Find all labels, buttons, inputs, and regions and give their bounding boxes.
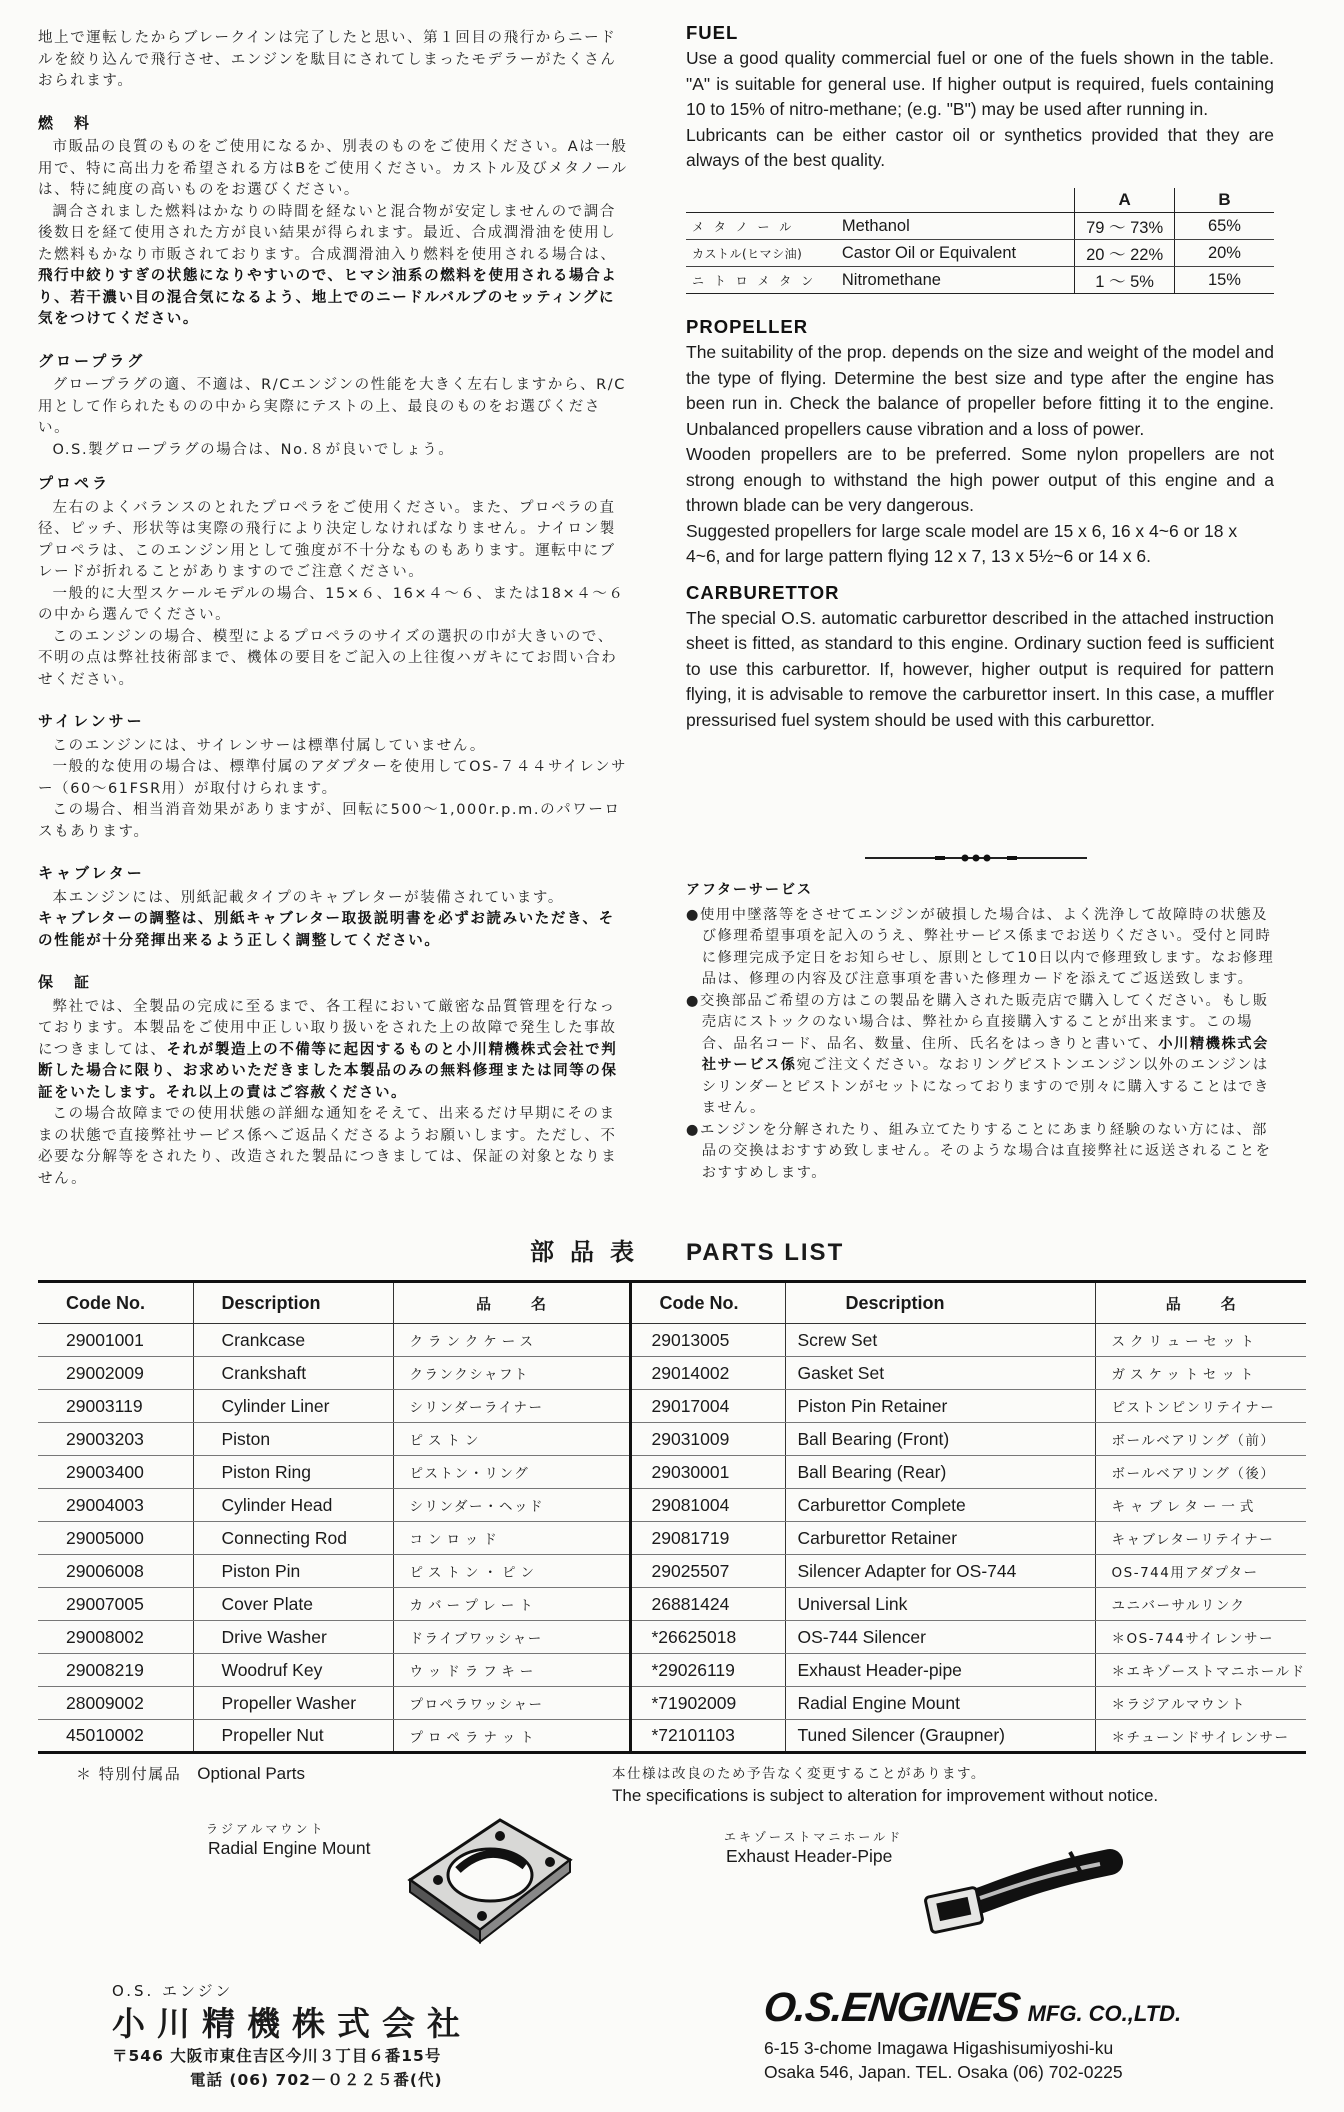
part-description: Piston	[193, 1423, 393, 1456]
carburettor-paragraph-jp: 本エンジンには、別紙記載タイプのキャブレターが装備されています。 キャブレターの調整は、別紙キャブレター取扱説明書を必ずお読みいただき、その性能が十分発揮出来るよう正しく調整してください。	[38, 889, 615, 949]
part-name-jp: キャブレター一式	[1095, 1489, 1306, 1522]
fuel-table	[686, 188, 1274, 295]
part-code: *72101103	[630, 1720, 785, 1753]
fuel-row-b: 65%	[1174, 213, 1274, 240]
fuel-row-b: 15%	[1174, 267, 1274, 294]
fuel-heading-jp: 燃 料	[38, 113, 93, 132]
parts-row	[38, 1390, 1306, 1423]
optional-parts-note	[76, 1763, 305, 1784]
part-description: Cover Plate	[193, 1588, 393, 1621]
warranty-paragraph-2: この場合故障までの使用状態の詳細な通知をそえて、出来るだけ早期にそのままの状態で直接弊社サービス係へご返品くださるようお願いします。ただし、不必要な分解等をされたり、改造された製品につきましては、保証の対象となりません。	[38, 1106, 618, 1187]
part-description: Ball Bearing (Rear)	[785, 1456, 1095, 1489]
part-description: Propeller Washer	[193, 1687, 393, 1720]
part-name-jp: ＊OS-744サイレンサー	[1095, 1621, 1306, 1654]
propeller-heading-jp: プロペラ	[38, 474, 111, 492]
optional-parts-note-jp: ＊ 特別付属品	[76, 1765, 182, 1783]
radial-mount-caption-jp: ラジアルマウント	[206, 1822, 326, 1836]
fuel-row-methanol	[686, 213, 1274, 240]
part-name-jp: コンロッド	[393, 1522, 630, 1555]
brand-suffix: MFG. CO.,LTD.	[1027, 2001, 1182, 2026]
part-name-jp: ピストン・ピン	[393, 1555, 630, 1588]
part-description: Crankshaft	[193, 1357, 393, 1390]
glow-plug-paragraph-1: グロープラグの適、不適は、R/Cエンジンの性能を大きく左右しますから、R/C用として作られたものの中から実際にテストの上、最良のものをお選びください。	[38, 377, 627, 436]
header-desc-2: Description	[785, 1282, 1095, 1324]
part-code: 29014002	[630, 1357, 785, 1390]
after-service-section	[686, 880, 1276, 1184]
part-name-jp: ボールベアリング（後）	[1095, 1456, 1306, 1489]
parts-row	[38, 1324, 1306, 1357]
part-name-jp: ユニバーサルリンク	[1095, 1588, 1306, 1621]
part-name-jp: ＊エキゾーストマニホールド	[1095, 1654, 1306, 1687]
part-description: Cylinder Liner	[193, 1390, 393, 1423]
parts-row	[38, 1423, 1306, 1456]
fuel-row-castor	[686, 240, 1274, 267]
header-jp-1: 品名	[393, 1282, 630, 1324]
part-name-jp: ガスケットセット	[1095, 1357, 1306, 1390]
address-jp: 〒546 大阪市東住吉区今川３丁目６番15号	[112, 2047, 442, 2065]
part-name-jp: ピストンピンリテイナー	[1095, 1390, 1306, 1423]
propeller-paragraph-jp-2: 一般的に大型スケールモデルの場合、15×６、16×４～６、または18×４～６の中から選んでください。	[38, 585, 625, 623]
part-description: Exhaust Header-pipe	[785, 1654, 1095, 1687]
fuel-row-a: 1 ～ 5%	[1075, 267, 1175, 294]
silencer-paragraph-2: 一般的な使用の場合は、標準付属のアダプターを使用してOS-７４４サイレンサー（60～61FSR用）が取付けられます。	[38, 759, 628, 797]
exhaust-pipe-illustration	[920, 1840, 1130, 1940]
parts-row	[38, 1555, 1306, 1588]
part-code: *71902009	[630, 1687, 785, 1720]
part-name-jp: カバープレート	[393, 1588, 630, 1621]
spec-note-en: The specifications is subject to alteration for improvement without notice.	[612, 1786, 1159, 1805]
part-name-jp: プロペラワッシャー	[393, 1687, 630, 1720]
fuel-row-a: 20 ～ 22%	[1075, 240, 1175, 267]
warranty-heading: 保 証	[38, 973, 93, 991]
warranty-paragraph-1: 弊社では、全製品の完成に至るまで、各工程において厳密な品質管理を行なっております。本製品をご使用中正しい取り扱いをされた上の故障で発生した事故につきましては、それが製造上の不備等に起因するものと小川精機株式会社で判断した場合に限り、お求めいただきました本製品のみの無料修理または同等の保証をいたします。それ以上の責はご容赦ください。	[38, 998, 618, 1101]
fuel-paragraph-jp-1: 市販品の良質のものをご使用になるか、別表のものをご使用ください。Aは一般用で、特に高出力を希望される方はBをご使用ください。カストル及びメタノールは、特に純度の高いものをお選びください。	[38, 139, 628, 198]
part-description: Piston Ring	[193, 1456, 393, 1489]
part-code: 29008219	[38, 1654, 193, 1687]
part-description: Tuned Silencer (Graupner)	[785, 1720, 1095, 1753]
part-name-jp: ピストン	[393, 1423, 630, 1456]
company-name-jp: 小川精機株式会社	[112, 2004, 472, 2043]
part-code: 45010002	[38, 1720, 193, 1753]
propeller-paragraph-2: Wooden propellers are to be preferred. Some nylon propellers are not strong enough to withstand the high power output of this engine and a thrown blade can be very dangerous.	[686, 444, 1274, 515]
after-service-item-1: ●使用中墜落等をさせてエンジンが破損した場合は、よく洗浄して故障時の状態及び修理希望事項を記入のうえ、弊社サービス係までお送りください。受付と同時に修理完成予定日をお知らせし、原則として10日以内で修理致します。なお修理品は、修理の内容及び注意事項を書いた修理カードを添えてご返送致します。	[686, 906, 1275, 987]
part-description: Silencer Adapter for OS-744	[785, 1555, 1095, 1588]
fuel-table-header	[686, 188, 1274, 213]
part-name-jp: ウッドラフキー	[393, 1654, 630, 1687]
header-code-1: Code No.	[38, 1282, 193, 1324]
fuel-paragraph-jp-2: 調合されました燃料はかなりの時間を経ないと混合物が安定しませんので調合後数日を経て使用された方が良い結果が得られます。最近、合成潤滑油を使用した燃料もかなり市販されております。合成潤滑油入り燃料を使用される場合は、飛行中絞りすぎの状態になりやすいので、ヒマシ油系の燃料を使用される場合より、若干濃い目の混合気になるよう、地上でのニードルバルブのセッティングに気をつけてください。	[38, 203, 618, 327]
propeller-heading: PROPELLER	[686, 316, 809, 337]
part-code: 29081004	[630, 1489, 785, 1522]
part-description: Ball Bearing (Front)	[785, 1423, 1095, 1456]
silencer-heading: サイレンサー	[38, 712, 145, 730]
part-description: Crankcase	[193, 1324, 393, 1357]
part-code: 29017004	[630, 1390, 785, 1423]
part-name-jp: ＊ラジアルマウント	[1095, 1687, 1306, 1720]
part-name-jp: ボールベアリング（前）	[1095, 1423, 1306, 1456]
exhaust-pipe-caption-jp: エキゾーストマニホールド	[724, 1830, 904, 1844]
intro-paragraph: 地上で運転したからブレークインは完了したと思い、第１回目の飛行からニードルを絞り込んで飛行させ、エンジンを駄目にされてしまったモデラーがたくさんおられます。	[38, 30, 617, 89]
part-code: 29003203	[38, 1423, 193, 1456]
japanese-column	[38, 28, 628, 1190]
propeller-paragraph-jp-3: このエンジンの場合、模型によるプロペラのサイズの選択の巾が大きいので、不明の点は弊社技術部まで、機体の要目をご記入の上往復ハガキにてお問い合わせください。	[38, 628, 618, 688]
fuel-row-nitromethane	[686, 267, 1274, 294]
fuel-paragraph-2: Lubricants can be either castor oil or synthetics provided that they are always of the best quality.	[686, 124, 1274, 170]
part-description: Universal Link	[785, 1588, 1095, 1621]
fuel-row-en: Castor Oil or Equivalent	[836, 240, 1075, 267]
brand-name: O.S.ENGINES	[761, 1984, 1023, 2030]
fuel-row-en: Methanol	[836, 213, 1075, 240]
parts-list-title-en: PARTS LIST	[686, 1239, 845, 1266]
part-description: Woodruf Key	[193, 1654, 393, 1687]
after-service-item-2: ●交換部品ご希望の方はこの製品を購入された販売店で購入してください。もし販売店にストックのない場合は、弊社から直接購入することが出来ます。この場合、品名コード、品名、数量、住所、氏名をはっきりと書いて、小川精機株式会社サービス係宛ご注文ください。なおリングピストンエンジン以外のエンジンはシリンダーとピストンがセットになっておりますので別々に購入することはできません。	[686, 992, 1270, 1116]
part-description: Cylinder Head	[193, 1489, 393, 1522]
part-code: 29005000	[38, 1522, 193, 1555]
part-code: 29008002	[38, 1621, 193, 1654]
optional-parts-note-en: Optional Parts	[197, 1764, 306, 1783]
spec-note-jp: 本仕様は改良のため予告なく変更することがあります。	[612, 1766, 986, 1782]
part-description: Gasket Set	[785, 1357, 1095, 1390]
part-description: Drive Washer	[193, 1621, 393, 1654]
after-service-heading: アフターサービス	[686, 882, 814, 898]
part-description: Carburettor Retainer	[785, 1522, 1095, 1555]
parts-row	[38, 1588, 1306, 1621]
part-code: 29030001	[630, 1456, 785, 1489]
exhaust-pipe-caption-en: Exhaust Header-Pipe	[726, 1846, 893, 1866]
part-name-jp: ＊チューンドサイレンサー	[1095, 1720, 1306, 1753]
fuel-table-header-blank	[686, 188, 1075, 213]
os-engine-jp-label: O.S. エンジン	[112, 1982, 234, 2000]
propeller-paragraph-jp-1: 左右のよくバランスのとれたプロペラをご使用ください。また、プロペラの直径、ピッチ、形状等は実際の飛行により決定しなければなりません。ナイロン製プロペラは、このエンジン用として強度が不十分なものもあります。運転中にブレードが折れることがありますのでご注意ください。	[38, 499, 616, 580]
part-code: 29007005	[38, 1588, 193, 1621]
parts-row	[38, 1489, 1306, 1522]
fuel-row-jp: カストル(ヒマシ油)	[686, 240, 836, 267]
fuel-row-jp: ニ ト ロ メ タ ン	[686, 267, 836, 294]
part-code: 29081719	[630, 1522, 785, 1555]
fuel-row-b: 20%	[1174, 240, 1274, 267]
propeller-paragraph-1: The suitability of the prop. depends on the size and weight of the model and the type of flying. Determine the best size and type after the engine has been run in. Check the balance of propeller before fitting it to the engine. Unbalanced propellers cause vibration and a loss of power.	[686, 342, 1274, 439]
parts-row	[38, 1522, 1306, 1555]
part-description: Radial Engine Mount	[785, 1687, 1095, 1720]
part-code: *29026119	[630, 1654, 785, 1687]
parts-row	[38, 1720, 1306, 1753]
parts-list-table	[38, 1280, 1306, 1754]
part-code: *26625018	[630, 1621, 785, 1654]
fuel-col-a: A	[1075, 188, 1175, 213]
carburettor-paragraph: The special O.S. automatic carburettor described in the attached instruction sheet is fitted, as standard to this engine. Ordinary suction feed is sufficient to use this carburettor. If, however, higher output is required for pattern flying, it is advisable to remove the carburettor insert. In this case, a muffler pressurised fuel system should be used with this carburettor.	[686, 607, 1274, 730]
part-name-jp: ピストン・リング	[393, 1456, 630, 1489]
fuel-heading: FUEL	[686, 22, 739, 43]
parts-list-title	[530, 1232, 844, 1267]
parts-list-title-jp: 部品表	[530, 1238, 650, 1266]
part-description: Connecting Rod	[193, 1522, 393, 1555]
radial-mount-illustration	[380, 1800, 580, 1950]
part-name-jp: クランクケース	[393, 1324, 630, 1357]
part-description: Piston Pin	[193, 1555, 393, 1588]
part-name-jp: ドライブワッシャー	[393, 1621, 630, 1654]
part-code: 29003119	[38, 1390, 193, 1423]
part-description: Piston Pin Retainer	[785, 1390, 1095, 1423]
address-en-line-1: 6-15 3-chome Imagawa Higashisumiyoshi-ku	[764, 2038, 1114, 2058]
ornamental-divider	[865, 854, 1087, 862]
part-name-jp: プロペラナット	[393, 1720, 630, 1753]
header-code-2: Code No.	[630, 1282, 785, 1324]
carburettor-heading-jp: キャブレター	[38, 864, 145, 882]
propeller-paragraph-3: Suggested propellers for large scale model are 15 x 6, 16 x 4~6 or 18 x 4~6, and for large pattern flying 12 x 7, 13 x 5½~6 or 14 x 6.	[686, 520, 1238, 566]
fuel-row-jp: メ タ ノ ー ル	[686, 213, 836, 240]
part-name-jp: シリンダーライナー	[393, 1390, 630, 1423]
english-column	[686, 22, 1274, 733]
part-code: 29001001	[38, 1324, 193, 1357]
part-code: 29006008	[38, 1555, 193, 1588]
part-description: Screw Set	[785, 1324, 1095, 1357]
parts-row	[38, 1654, 1306, 1687]
glow-plug-paragraph-2: O.S.製グロープラグの場合は、No.８が良いでしょう。	[52, 441, 455, 458]
header-jp-2: 品名	[1095, 1282, 1306, 1324]
part-code: 28009002	[38, 1687, 193, 1720]
parts-row	[38, 1687, 1306, 1720]
address-en-line-2: Osaka 546, Japan. TEL. Osaka (06) 702-0225	[764, 2062, 1123, 2082]
part-code: 26881424	[630, 1588, 785, 1621]
part-code: 29003400	[38, 1456, 193, 1489]
part-code: 29013005	[630, 1324, 785, 1357]
part-name-jp: スクリューセット	[1095, 1324, 1306, 1357]
parts-row	[38, 1621, 1306, 1654]
glow-plug-heading: グロープラグ	[38, 351, 146, 370]
silencer-paragraph-3: この場合、相当消音効果がありますが、回転に500～1,000r.p.m.のパワーロスもあります。	[38, 802, 621, 840]
part-description: Carburettor Complete	[785, 1489, 1095, 1522]
part-code: 29002009	[38, 1357, 193, 1390]
os-engines-logo	[761, 1984, 1182, 2031]
fuel-paragraph-1: Use a good quality commercial fuel or one of the fuels shown in the table. "A" is suitable for general use. If higher output is required, fuels containing 10 to 15% of nitro-methane; (e.g. "B") may be used after running in.	[686, 48, 1274, 119]
parts-header-row	[38, 1282, 1306, 1324]
after-service-item-3: ●エンジンを分解されたり、組み立てたりすることにあまり経験のない方には、部品の交換はおすすめ致しません。そのような場合は直接弊社に返送されることをおすすめします。	[686, 1121, 1272, 1181]
part-code: 29004003	[38, 1489, 193, 1522]
header-desc-1: Description	[193, 1282, 393, 1324]
part-name-jp: OS-744用アダプター	[1095, 1555, 1306, 1588]
radial-mount-caption-en: Radial Engine Mount	[208, 1838, 371, 1858]
silencer-paragraph-1: このエンジンには、サイレンサーは標準付属していません。	[52, 737, 486, 754]
part-name-jp: シリンダー・ヘッド	[393, 1489, 630, 1522]
part-code: 29025507	[630, 1555, 785, 1588]
part-name-jp: クランクシャフト	[393, 1357, 630, 1390]
part-description: Propeller Nut	[193, 1720, 393, 1753]
part-name-jp: キャブレターリテイナー	[1095, 1522, 1306, 1555]
parts-row	[38, 1357, 1306, 1390]
fuel-row-en: Nitromethane	[836, 267, 1075, 294]
fuel-row-a: 79 ～ 73%	[1075, 213, 1175, 240]
part-code: 29031009	[630, 1423, 785, 1456]
fuel-col-b: B	[1174, 188, 1274, 213]
carburettor-heading: CARBURETTOR	[686, 581, 840, 603]
phone-jp: 電話 (06) 702－０２２５番(代)	[190, 2071, 443, 2089]
parts-row	[38, 1456, 1306, 1489]
part-description: OS-744 Silencer	[785, 1621, 1095, 1654]
